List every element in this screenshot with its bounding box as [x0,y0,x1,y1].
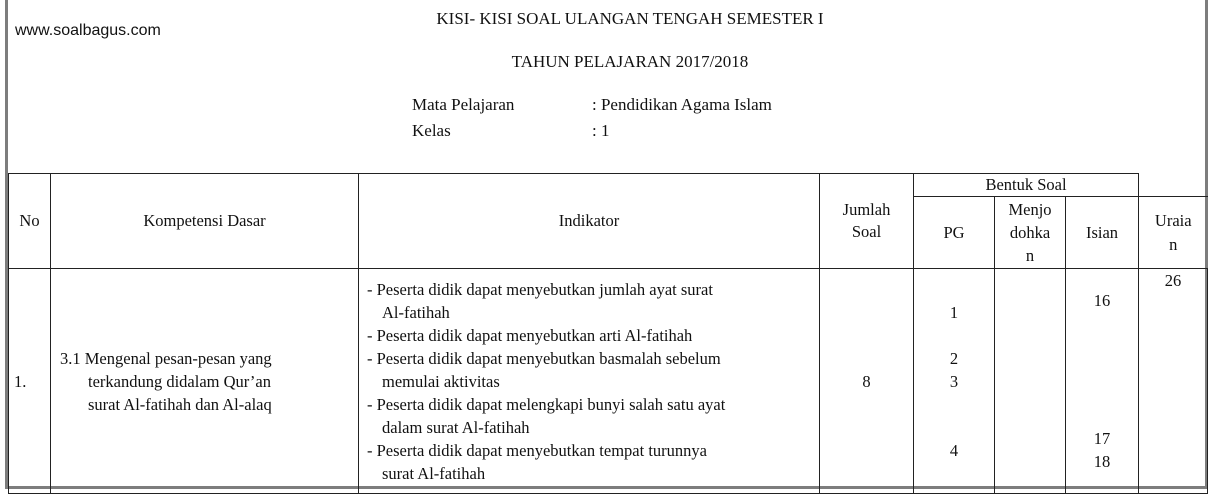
subject-value: : Pendidikan Agama Islam [592,95,772,114]
col-jumlah-line2: Soal [851,222,882,241]
col-uraian [1139,197,1208,269]
col-jumlah-line1: Jumlah [842,200,891,219]
empty-header-cell [1139,174,1208,197]
kd-line: 3.1 Mengenal pesan-pesan yang [60,348,272,368]
col-pg: PG [914,197,995,269]
row-menjodohkan [995,269,1066,494]
class-line [412,121,609,141]
class-value: : 1 [592,121,610,140]
indikator-item-cont: surat Al-fatihah [382,463,486,483]
col-menjo-line3: n [1025,246,1035,265]
kd-line: terkandung didalam Qur’an [88,371,271,391]
col-uraian-line2: n [1169,234,1178,254]
row-indikator [359,269,820,494]
academic-year: TAHUN PELAJARAN 2017/2018 [511,52,749,71]
row-isian [1066,269,1139,494]
col-no: No [9,174,51,269]
col-menjodohkan [995,197,1066,269]
document-title: KISI- KISI SOAL ULANGAN TENGAH SEMESTER I [436,9,824,28]
pg-number: 2 [949,348,959,368]
isian-number: 16 [1093,291,1111,310]
row-no: 1. [9,269,51,494]
indikator-item: - Peserta didik dapat menyebutkan tempat turunnya [367,440,707,460]
indikator-item: - Peserta didik dapat menyebutkan jumlah ayat surat [367,279,713,299]
subject-label: Mata Pelajaran [412,95,515,114]
isian-number: 17 [1093,429,1111,448]
indikator-item-cont: dalam surat Al-fatihah [382,417,530,437]
col-menjo-line2: dohka [1009,223,1051,242]
indikator-item: - Peserta didik dapat menyebutkan basmalah sebelum [367,348,721,368]
pg-number: 3 [949,371,959,391]
kd-line: surat Al-fatihah dan Al-alaq [88,394,272,414]
indikator-item-cont: Al-fatihah [382,302,450,322]
row-uraian: 26 [1139,269,1208,494]
col-menjo-line1: Menjo [1008,200,1052,219]
subject-line [412,95,772,115]
row-jumlah-soal: 8 [820,269,914,494]
col-indikator: Indikator [359,174,820,269]
header-row [9,174,1208,197]
col-jumlah-soal [820,174,914,269]
indikator-item: - Peserta didik dapat melengkapi bunyi salah satu ayat [367,394,726,414]
col-kompetensi-dasar: Kompetensi Dasar [51,174,359,269]
indikator-item: - Peserta didik dapat menyebutkan arti Al-fatihah [367,325,693,345]
pg-number: 4 [949,440,959,460]
table-row [9,269,1208,494]
indikator-item-cont: memulai aktivitas [382,371,500,391]
row-pg [914,269,995,494]
col-uraian-line1: Uraia [1154,210,1192,230]
watermark: www.soalbagus.com [15,22,161,39]
col-bentuk-soal: Bentuk Soal [914,174,1139,197]
isian-number: 18 [1093,452,1111,471]
col-isian: Isian [1066,197,1139,269]
row-kompetensi-dasar [51,269,359,494]
pg-number: 1 [949,302,959,322]
kisi-table [8,173,1208,494]
class-label: Kelas [412,121,451,140]
